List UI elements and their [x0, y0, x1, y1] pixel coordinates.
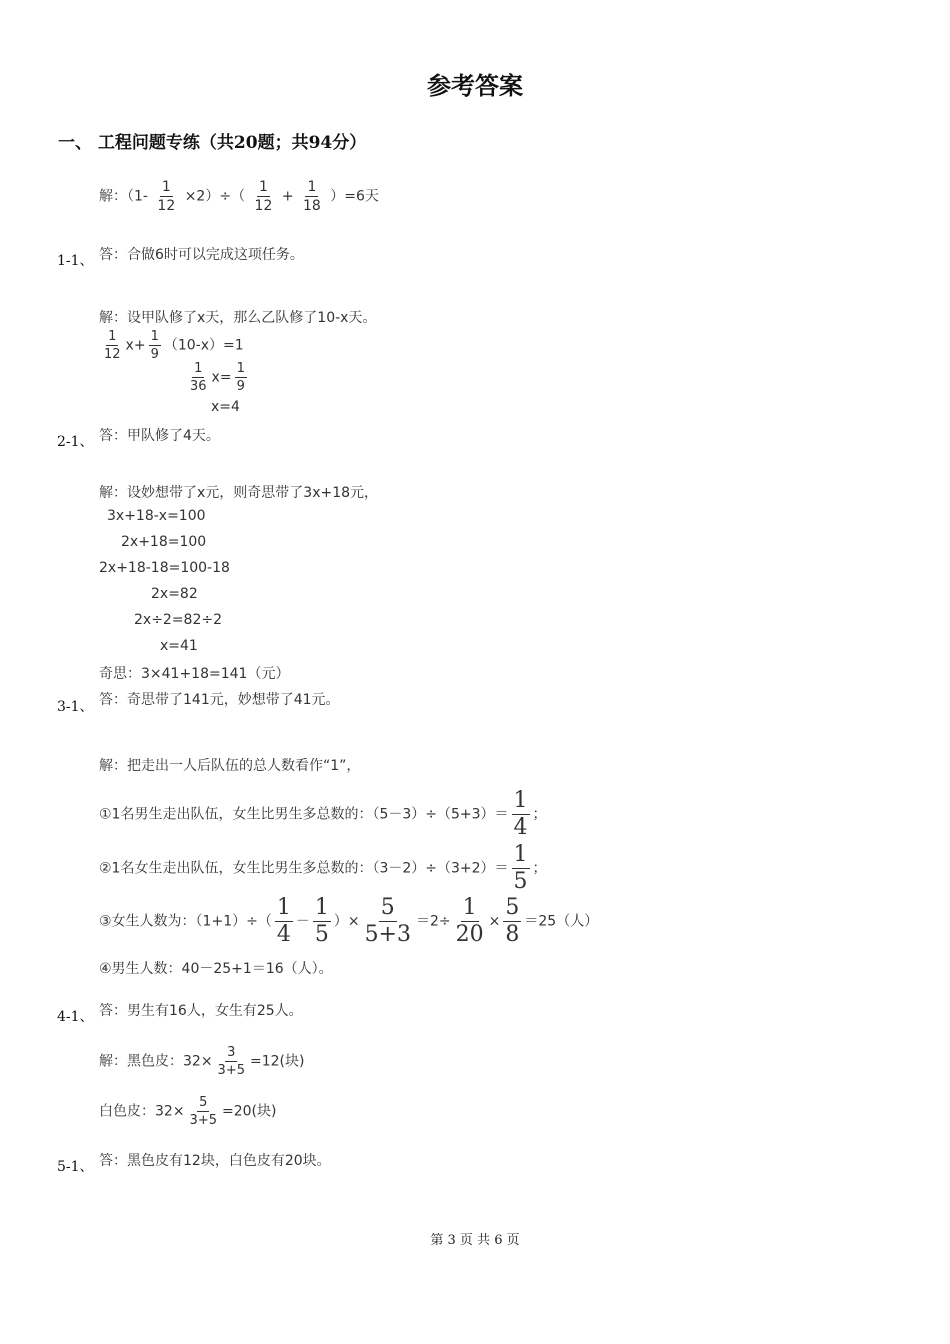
- q5-step-2: 白色皮：32× $\frac{5}{3+5}$ =20(块): [99, 1095, 277, 1128]
- fraction: $\frac{3}{3+5}$: [217, 1045, 245, 1078]
- fraction: $\frac{1}{12}$: [104, 329, 121, 362]
- q2-solution-intro: 解：设甲队修了x天，那么乙队修了10-x天。: [99, 310, 377, 326]
- q4-step-4: ④男生人数：40－25+1＝16（人）。: [99, 961, 333, 977]
- fraction: $\frac{1}{12}$: [254, 179, 273, 214]
- answer-text: 答：黑色皮有12块，白色皮有20块。: [99, 1153, 331, 1169]
- fraction: $\frac{1}{5}$: [513, 842, 528, 894]
- q3-step: 2x+18=100: [121, 534, 207, 550]
- fraction: $\frac{1}{9}$: [236, 361, 245, 394]
- q2-equation-2: $\frac{1}{36}$ x= $\frac{1}{9}$: [190, 361, 245, 394]
- question-number: 1-1、: [57, 253, 94, 269]
- fraction: $\frac{1}{9}$: [150, 329, 159, 362]
- q3-step: x=41: [160, 638, 198, 654]
- q4-step-3: ③女生人数为：（1+1）÷（ $\frac{1}{4}$ － $\frac{1}{5}$ ）× $\frac{5}{5+3}$ ＝2÷ $\frac{1}{20}$ × $\frac{5}{8}$ ＝25（人）: [99, 895, 599, 947]
- fraction: $\frac{5}{5+3}$: [364, 895, 411, 947]
- q2-equation-1: $\frac{1}{12}$ x+ $\frac{1}{9}$ （10-x）=1: [104, 329, 244, 362]
- fraction: $\frac{1}{20}$: [455, 895, 484, 947]
- q5-step-1: 解：黑色皮：32× $\frac{3}{3+5}$ =12(块): [99, 1045, 305, 1078]
- q1-sol-b: ×2）÷（: [184, 188, 246, 205]
- q3-step: 3x+18-x=100: [107, 508, 206, 524]
- page-footer: 第 3 页 共 6 页: [430, 1233, 520, 1248]
- answer-text: 答：奇思带了141元，妙想带了41元。: [99, 692, 340, 708]
- fraction: $\frac{1}{12}$: [157, 179, 176, 214]
- q1-solution: [99, 180, 379, 213]
- question-number: 4-1、: [57, 1009, 94, 1025]
- q3-step: 2x=82: [151, 586, 198, 602]
- q3-solution-intro: 解：设妙想带了x元，则奇思带了3x+18元，: [99, 485, 379, 501]
- fraction: $\frac{1}{18}$: [303, 179, 321, 214]
- q4-step-2: ②1名女生走出队伍，女生比男生多总数的：（3－2）÷（3+2）＝ $\frac{1}{5}$ ；: [99, 842, 547, 894]
- q3-step: 奇思：3×41+18=141（元）: [99, 666, 290, 682]
- q4-solution-intro: 解：把走出一人后队伍的总人数看作“1”，: [99, 758, 361, 774]
- q3-step: 2x÷2=82÷2: [134, 612, 223, 628]
- plus-sign: +: [281, 188, 294, 205]
- question-number: 3-1、: [57, 699, 94, 715]
- page-title: 参考答案: [427, 71, 523, 100]
- question-number: 5-1、: [57, 1159, 94, 1175]
- answer-text: 答：甲队修了4天。: [99, 428, 220, 444]
- fraction: $\frac{5}{8}$: [505, 895, 520, 947]
- fraction: $\frac{1}{5}$: [314, 895, 329, 947]
- section-heading: 一、 工程问题专练（共20题；共94分）: [58, 133, 367, 153]
- q2-equation-3: x=4: [211, 399, 240, 415]
- q1-sol-c: ）=6天: [330, 188, 379, 205]
- fraction: $\frac{1}{36}$: [190, 361, 207, 394]
- q1-sol-a: 解：（1-: [99, 188, 148, 205]
- answer-text: 答：合做6时可以完成这项任务。: [99, 247, 304, 263]
- q4-step-1: ①1名男生走出队伍，女生比男生多总数的：（5－3）÷（5+3）＝ $\frac{1}{4}$ ；: [99, 788, 547, 840]
- q3-step: 2x+18-18=100-18: [99, 560, 230, 576]
- fraction: $\frac{1}{4}$: [276, 895, 291, 947]
- fraction: $\frac{5}{3+5}$: [189, 1095, 217, 1128]
- fraction: $\frac{1}{4}$: [513, 788, 528, 840]
- question-number: 2-1、: [57, 434, 94, 450]
- answer-text: 答：男生有16人，女生有25人。: [99, 1003, 303, 1019]
